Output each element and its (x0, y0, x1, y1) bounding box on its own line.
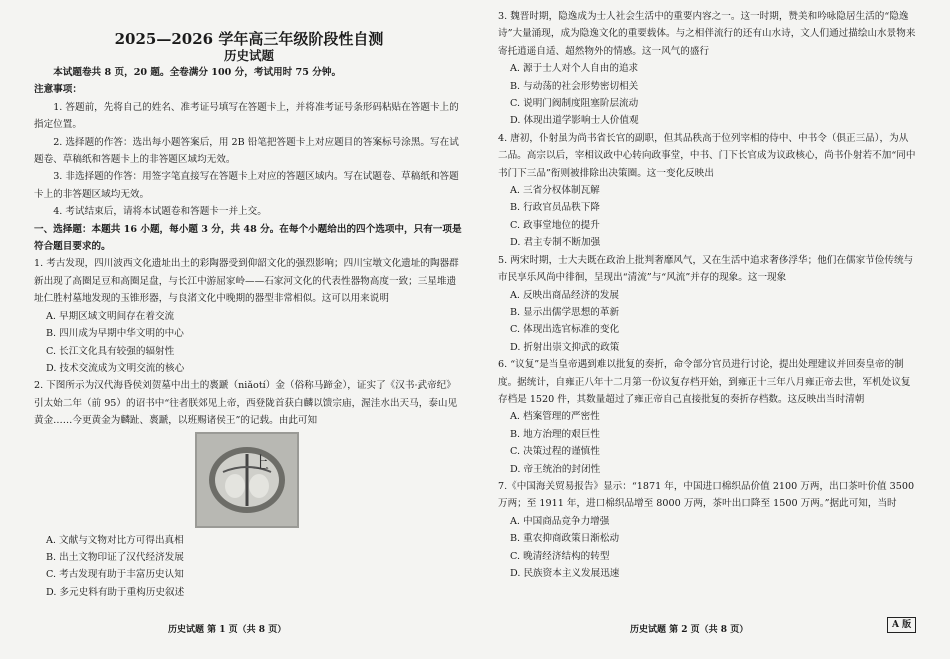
question-stem: 5. 两宋时期，士大夫既在政治上批判奢靡风气，又在生活中追求奢侈浮华；他们在儒家节俭传统与市民享乐风尚中徘徊，呈现出“清流”与“风流”并存的现象。这一现象 (498, 254, 914, 284)
option: C. 政事堂地位的提升 (510, 219, 600, 231)
question-stem: 6. “议复”是当皇帝遇到难以批复的奏折，命令部分官员进行讨论，提出处理建议并回奏皇帝的制度。据统计，自雍正八年十二月第一份议复存档开始，到雍正十三年八月雍正帝去世，军机处议复存档是 1520 件，其数量超过了雍正帝自己直接批复的奏折存档数。这反映出当时清朝 (498, 359, 911, 405)
question-stem: 1. 考古发现，四川波西文化遗址出土的彩陶器受到仰韶文化的强烈影响；四川宝墩文化遗址的陶器群新出现了高圈足豆和高圈足盘，与长江中游屈家岭——石家河文化的代表性器物高度一致；三星堆遗址仁胜村墓地发现的玉锥形器，与良渚文化中晚期的器型非常相似。这可以用来说明 (34, 258, 459, 305)
section-heading: 一、选择题：本题共 16 小题，每小题 3 分，共 48 分。在每个小题给出的四个选项中，只有一项是符合题目要求的。 (34, 223, 462, 253)
exam-subject: 历史试题 (223, 48, 274, 63)
notice-item: 2. 选择题的作答：选出每小题答案后，用 2B 铅笔把答题卡上对应题目的答案标号涂黑。写在试题卷、草稿纸和答题卡上的非答题区域均无效。 (34, 136, 459, 166)
option: B. 行政官员品秩下降 (510, 202, 600, 214)
notice-item: 4. 考试结束后，请将本试题卷和答题卡一并上交。 (53, 206, 267, 218)
option: A. 档案管理的严密性 (510, 411, 600, 423)
option: D. 体现出道学影响士人价值观 (510, 115, 639, 127)
question-stem: 7.《中国海关贸易报告》显示：“1871 年，中国进口棉织品价值 2100 万两，出口茶叶价值 3500 万两；至 1911 年，进口棉织品增至 8000 万两，茶叶出口降至 1500 万两。”据此可知，当时 (498, 480, 915, 510)
option: D. 多元史料有助于重构历史叙述 (46, 586, 185, 598)
image-glyph: 上 (253, 452, 270, 472)
page-2-column (498, 8, 916, 582)
exam-title: 2025—2026 学年高三年级阶段性自测 (114, 30, 384, 48)
option: B. 地方治理的艰巨性 (510, 428, 600, 440)
option: B. 四川成为早期中华文明的中心 (46, 328, 184, 340)
option: A. 源于士人对个人自由的追求 (510, 63, 639, 75)
notice-item: 3. 非选择题的作答：用签字笔直接写在答题卡上对应的答题区域内。写在试题卷、草稿纸和答题卡上的非答题区域均无效。 (34, 171, 459, 200)
option: A. 三省分权体制瓦解 (510, 185, 600, 197)
option: C. 体现出选官标准的变化 (510, 324, 620, 336)
option: D. 民族资本主义发展迅速 (510, 568, 620, 579)
option: A. 中国商品竞争力增强 (510, 515, 610, 527)
option: B. 重农抑商政策日渐松动 (510, 533, 620, 545)
option: C. 决策过程的谨慎性 (510, 446, 600, 458)
page-1-column (34, 28, 464, 601)
option: B. 显示出儒学思想的革新 (510, 306, 620, 318)
option: C. 考古发现有助于丰富历史认知 (46, 569, 184, 581)
horse-hoof-gold-image (195, 432, 299, 528)
page-footer: 历史试题 第 2 页（共 8 页） (630, 625, 749, 635)
notice-heading: 注意事项： (34, 84, 82, 96)
option: A. 反映出商品经济的发展 (510, 289, 619, 301)
question-stem: 3. 魏晋时期，隐逸成为士人社会生活中的重要内容之一。这一时期，赞美和吟咏隐居生活的“隐逸诗”大量涌现，成为隐逸文化的重要载体。与之相伴流行的还有山水诗，文人们通过描绘山水景物来寄托逍遥自适、超然物外的情感。这一风气的盛行 (498, 11, 916, 57)
option: C. 说明门阀制度阻塞阶层流动 (510, 98, 639, 110)
option: C. 长江文化具有较强的辐射性 (46, 345, 175, 357)
option: D. 技术交流成为文明交流的核心 (46, 362, 185, 374)
exam-info: 本试题卷共 8 页，20 题。全卷满分 100 分，考试用时 75 分钟。 (53, 67, 342, 78)
version-badge: A 版 (887, 617, 916, 633)
question-stem: 4. 唐初，仆射虽为尚书省长官的副职，但其品秩高于位列宰相的侍中、中书令（俱正三品），为从二品。高宗以后，宰相议政中心转向政事堂，中书、门下长官成为议政核心，尚书仆射若不加“同中书门下三品”衔则被排除出决策圈。这一变化反映出 (498, 132, 916, 179)
option: B. 出土文物印证了汉代经济发展 (46, 551, 184, 563)
option: A. 早期区域文明间存在着交流 (46, 310, 175, 322)
option: B. 与动荡的社会形势密切相关 (510, 80, 639, 92)
notice-item: 1. 答题前，先将自己的姓名、准考证号填写在答题卡上，并将准考证号条形码粘贴在答题卡上的指定位置。 (34, 101, 459, 131)
option: C. 晚清经济结构的转型 (510, 550, 610, 562)
option: D. 帝王统治的封闭性 (510, 463, 601, 475)
option: D. 君主专制不断加强 (510, 237, 601, 249)
option: A. 文献与文物对比方可得出真相 (46, 534, 184, 546)
page-footer: 历史试题 第 1 页（共 8 页） (168, 625, 287, 635)
question-stem: 2. 下图所示为汉代海昏侯刘贺墓中出土的褭蹏（niǎotí）金（俗称马蹄金），证实了《汉书·武帝纪》引太始二年（前 95）的诏书中“往者朕郊见上帝，西登陇首获白麟以馈宗庙，渥洼水出天马，泰山见黄金……今更黄金为麟趾、褭蹏，以班赐诸侯王”的记载。由此可知 (34, 380, 458, 427)
option: D. 折射出崇文抑武的政策 (510, 341, 620, 353)
